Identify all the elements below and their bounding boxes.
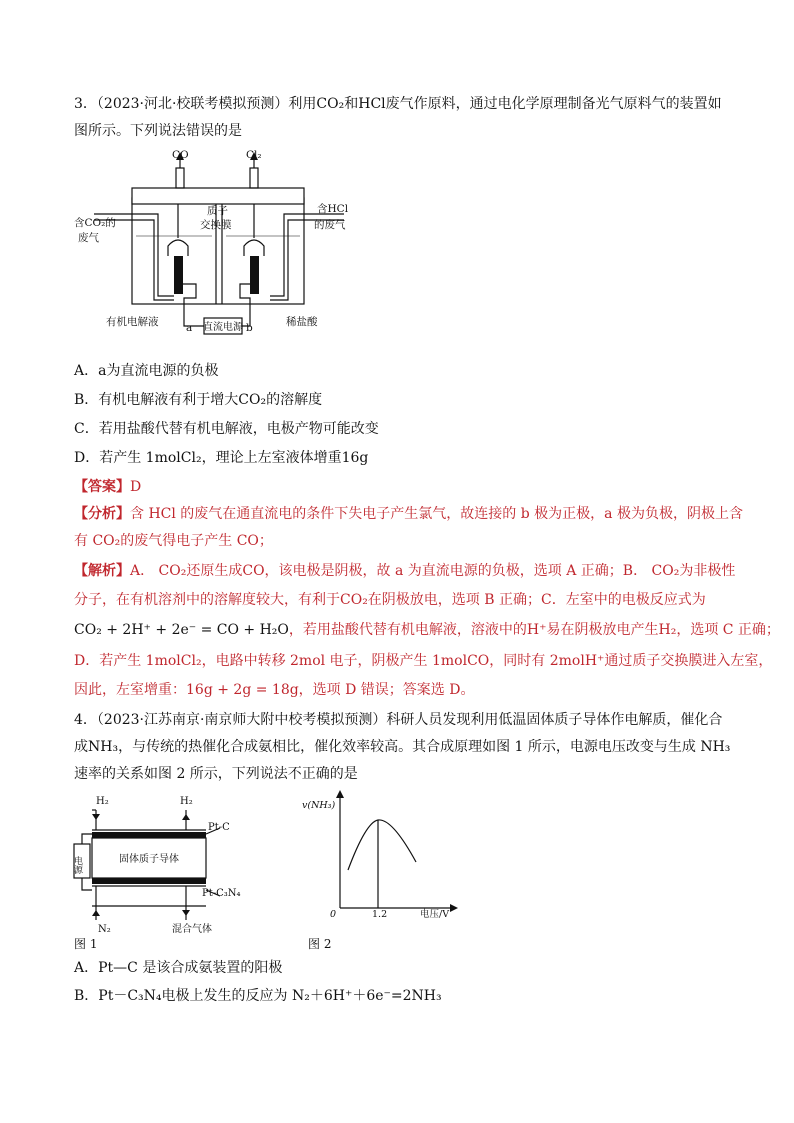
q3-analysis-line2: 有 CO₂的废气得电子产生 CO； <box>74 533 273 549</box>
answer-label: 【答案】 <box>74 479 130 495</box>
label-b: b <box>246 322 253 334</box>
q4-figure-2 <box>300 790 470 950</box>
q3-stem-line1: 3．（2023·河北·校联考模拟预测）利用CO₂和HCl废气作原料，通过电化学原理制备光气原料气的装置如 <box>74 96 722 112</box>
q3-electrolysis-diagram <box>74 148 364 348</box>
label-power: 电源 <box>72 856 82 874</box>
label-membrane-1: 质子 <box>207 205 228 217</box>
analysis-text-1: 含 HCl 的废气在通直流电的条件下失电子产生氯气，故连接的 b 极为正极，a 极为负极，阴极上含 <box>130 506 743 522</box>
label-n2: N₂ <box>98 924 111 935</box>
fig2-origin: 0 <box>330 909 337 920</box>
analysis-label: 【分析】 <box>74 506 130 522</box>
left-electrode <box>174 256 183 294</box>
explain-text-3: ，若用盐酸代替有机电解液，溶液中的H⁺易在阴极放电产生H₂，选项 C 正确； <box>288 622 780 638</box>
label-co: CO <box>172 149 189 161</box>
fig2-ylabel: v(NH₃) <box>302 800 336 811</box>
q3-explain-line3 <box>74 620 780 640</box>
explain-equation: CO₂ + 2H⁺ + 2e⁻ = CO + H₂O <box>74 622 289 638</box>
q3-analysis-line1 <box>74 504 743 524</box>
label-right-gas-1: 含HCl <box>317 203 349 215</box>
q4-option-a: A．Pt—C 是该合成氨装置的阳极 <box>74 960 283 976</box>
label-left-gas-1: 含CO₂的 <box>74 217 116 229</box>
label-right-gas-2: 的废气 <box>314 219 346 231</box>
label-cl2: Cl₂ <box>246 149 262 161</box>
q4-stem-line1: 4．（2023·江苏南京·南京师大附中校考模拟预测）科研人员发现利用低温固体质子导体作电解质，催化合 <box>74 712 723 728</box>
label-h2-right: H₂ <box>180 796 193 807</box>
label-left-gas-2: 废气 <box>78 232 99 244</box>
label-ptc: Pt-C <box>208 822 230 833</box>
q3-option-c: C．若用盐酸代替有机电解液，电极产物可能改变 <box>74 421 379 437</box>
label-a: a <box>186 322 193 334</box>
q3-option-a: A．a为直流电源的负极 <box>74 363 219 379</box>
ptc3n4-electrode <box>92 878 206 884</box>
label-organic: 有机电解液 <box>106 316 159 328</box>
explain-label: 【解析】 <box>74 563 130 579</box>
label-ptc3n4: Pt-C₃N₄ <box>202 888 241 899</box>
q4-option-b: B．Pt－C₃N₄电极上发生的反应为 N₂＋6H⁺＋6e⁻=2NH₃ <box>74 988 442 1004</box>
label-membrane-2: 交换膜 <box>200 219 232 231</box>
right-electrode <box>250 256 259 294</box>
q3-option-b: B．有机电解液有利于增大CO₂的溶解度 <box>74 392 323 408</box>
fig2-xlabel: 电压/V <box>420 909 450 920</box>
q3-explain-line4: D．若产生 1molCl₂，电路中转移 2mol 电子，阴极产生 1molCO，同时有 2molH⁺通过质子交换膜进入左室， <box>74 653 773 669</box>
figure-1-caption: 图 1 <box>74 937 98 951</box>
label-mixed: 混合气体 <box>172 924 212 935</box>
figure-2-caption: 图 2 <box>308 937 332 951</box>
fig2-tick: 1.2 <box>372 909 388 920</box>
q3-stem-line2: 图所示。下列说法错误的是 <box>74 123 242 139</box>
label-hcl: 稀盐酸 <box>286 316 318 328</box>
q3-explain-line5: 因此，左室增重：16g + 2g = 18g，选项 D 错误；答案选 D。 <box>74 682 475 698</box>
q4-stem-line3: 速率的关系如图 2 所示，下列说法不正确的是 <box>74 766 358 782</box>
q4-stem-line2: 成NH₃，与传统的热催化合成氨相比，催化效率较高。其合成原理如图 1 所示，电源电压改变与生成 NH₃ <box>74 739 731 755</box>
q3-explain-line1 <box>74 561 735 581</box>
ptc-electrode <box>92 832 206 838</box>
q4-figure-1 <box>74 790 254 950</box>
label-power: 直流电源 <box>203 322 243 333</box>
q3-explain-line2: 分子，在有机溶剂中的溶解度较大，有利于CO₂在阴极放电，选项 B 正确；C．左室中的电极反应式为 <box>74 592 706 608</box>
q3-option-d: D．若产生 1molCl₂，理论上左室液体增重16g <box>74 450 369 466</box>
answer-value: D <box>130 479 142 495</box>
q3-answer <box>74 477 141 497</box>
explain-text-1: A． CO₂还原生成CO，该电极是阴极，故 a 为直流电源的负极，选项 A 正确；B． CO₂为非极性 <box>130 563 736 579</box>
label-conductor: 固体质子导体 <box>119 854 179 865</box>
label-h2-left: H₂ <box>96 796 109 807</box>
